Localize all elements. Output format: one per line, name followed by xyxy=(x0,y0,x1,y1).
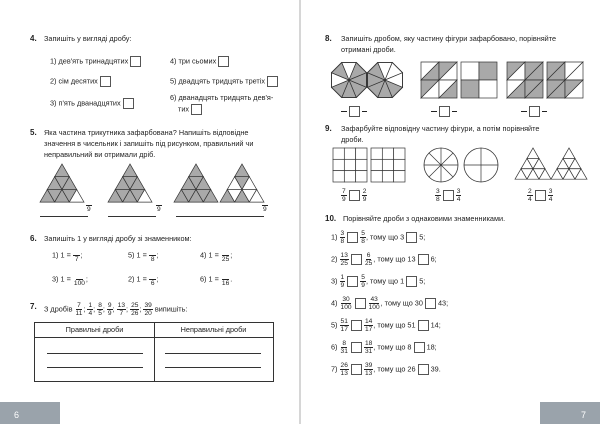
answer-box[interactable] xyxy=(191,104,202,115)
triangle-cell xyxy=(123,164,138,177)
task6-item-6: 6) 1 = 16 . xyxy=(200,272,232,287)
grid-cell xyxy=(333,171,344,182)
task5-denom-1: 9 xyxy=(86,198,92,213)
task6-item-5: 4) 1 = 25 ; xyxy=(200,248,232,263)
grid-cell xyxy=(344,148,355,159)
task4-item-4: 4) три сьомих xyxy=(170,56,229,67)
task10-item: 7) $\frac{26}{13}$ $\frac{39}{13}$ , тому що 26 39. xyxy=(331,362,441,377)
compare-box[interactable] xyxy=(529,106,540,117)
task6-title: Запишіть 1 у вигляді дробу зі знаменником: xyxy=(44,234,192,243)
task9-pair-2: $\frac{3}{8}$ $\frac{3}{4}$ xyxy=(436,188,461,203)
task7-number: 7. xyxy=(30,302,37,311)
answer-box[interactable] xyxy=(130,56,141,67)
square-cell xyxy=(479,80,497,98)
task6-item-2: 3) 1 = 100 ; xyxy=(52,272,88,287)
task7-line: З дробів $\frac{7}{11}$ ; $\frac{1}{4}$ ; $\frac{8}{5}$ ; $\frac{9}{9}$ ; $\frac{13}{7}$ ; $\frac{25}{26}$ ; $\frac{39}{20}$ випишіть: xyxy=(44,302,188,317)
triangle-cell xyxy=(235,164,250,177)
task4-item-5: 5) двадцять тридцять третіх xyxy=(170,76,278,87)
compare-box[interactable] xyxy=(351,342,362,353)
grid-cell xyxy=(382,148,393,159)
compare-box[interactable] xyxy=(349,106,360,117)
task5-denom-3: 9 xyxy=(262,198,268,213)
compare-box[interactable] xyxy=(406,276,417,287)
fractions-table xyxy=(34,322,274,382)
task9-line-1: Зафарбуйте відповідну частину фігури, а потім порівняйте xyxy=(341,124,540,133)
grid-cell xyxy=(333,159,344,170)
task10-item: 1) $\frac{3}{8}$ $\frac{5}{8}$ , тому що 3 5; xyxy=(331,230,426,245)
task8-figures xyxy=(301,60,600,100)
task9-pair-1: $\frac{7}{9}$ $\frac{2}{9}$ xyxy=(342,188,367,203)
grid-cell xyxy=(356,148,367,159)
answer-box[interactable] xyxy=(100,76,111,87)
task10-item: 3) $\frac{1}{9}$ $\frac{5}{9}$ , тому що 1 5; xyxy=(331,274,426,289)
triangle-cell xyxy=(527,148,539,158)
grid-cell xyxy=(333,148,344,159)
task6-item-4: 2) 1 = 6 ; xyxy=(128,272,158,287)
grid-cell xyxy=(382,171,393,182)
square-cell xyxy=(461,62,479,80)
compare-box[interactable] xyxy=(347,232,358,243)
task9-number: 9. xyxy=(325,124,332,133)
answer-line[interactable] xyxy=(165,353,261,354)
answer-box[interactable] xyxy=(123,98,134,109)
grid-cell xyxy=(382,159,393,170)
compare-box[interactable] xyxy=(418,320,429,331)
compare-box[interactable] xyxy=(418,254,429,265)
grid-cell xyxy=(394,159,405,170)
task8-number: 8. xyxy=(325,34,332,43)
col-proper: Правильні дроби xyxy=(65,325,124,334)
task4-item-2: 2) сім десятих xyxy=(50,76,111,87)
task9-pair-3: $\frac{2}{4}$ $\frac{3}{4}$ xyxy=(528,188,553,203)
page-number: 7 xyxy=(580,410,586,420)
col-improper: Неправильні дроби xyxy=(180,325,247,334)
right-page xyxy=(301,0,600,424)
compare-box[interactable] xyxy=(418,364,429,375)
grid-cell xyxy=(394,148,405,159)
compare-box[interactable] xyxy=(425,298,436,309)
task4-item-3: 3) п'ять дванадцятих xyxy=(50,98,134,109)
task4-number: 4. xyxy=(30,34,37,43)
task5-line-3: неправильний ви отримали дріб. xyxy=(44,150,156,159)
square-cell xyxy=(479,62,497,80)
task6-number: 6. xyxy=(30,234,37,243)
compare-box[interactable] xyxy=(351,320,362,331)
answer-line[interactable] xyxy=(165,367,261,368)
task8-compare-3 xyxy=(521,104,547,119)
grid-cell xyxy=(394,171,405,182)
task6-item-3: 5) 1 = 8 ; xyxy=(128,248,158,263)
task5-denom-2: 9 xyxy=(156,198,162,213)
grid-cell xyxy=(371,148,382,159)
answer-line[interactable] xyxy=(40,216,88,217)
grid-cell xyxy=(371,159,382,170)
grid-cell xyxy=(344,159,355,170)
compare-box[interactable] xyxy=(443,190,454,201)
answer-box[interactable] xyxy=(267,76,278,87)
task5-line-2: значення в чисельник і запишіть під рисунком, правильний чи xyxy=(44,139,254,148)
task4-item-1: 1) дев'ять тринадцятих xyxy=(50,56,141,67)
task10-number: 10. xyxy=(325,214,337,223)
grid-cell xyxy=(344,171,355,182)
task4-item-6: 6) дванадцять тридцять дев'я- xyxy=(170,93,274,102)
compare-box[interactable] xyxy=(439,106,450,117)
answer-line[interactable] xyxy=(176,216,264,217)
compare-box[interactable] xyxy=(351,254,362,265)
page-footer-bar xyxy=(540,402,600,424)
task5-number: 5. xyxy=(30,128,37,137)
task10-item: 2) $\frac{13}{25}$ $\frac{6}{25}$ , тому що 13 6; xyxy=(331,252,437,267)
task8-compare-2 xyxy=(431,104,457,119)
answer-box[interactable] xyxy=(218,56,229,67)
task8-line-2: отримані дроби. xyxy=(341,45,396,54)
compare-box[interactable] xyxy=(351,364,362,375)
grid-cell xyxy=(356,171,367,182)
page-footer-bar xyxy=(0,402,60,424)
task4-title: Запишіть у вигляді дробу: xyxy=(44,34,132,43)
triangle-cell xyxy=(55,164,70,177)
grid-cell xyxy=(356,159,367,170)
task10-item: 6) $\frac{8}{31}$ $\frac{18}{31}$ , тому що 8 18; xyxy=(331,340,437,355)
task10-item: 5) $\frac{51}{17}$ $\frac{14}{17}$ , тому що 51 14; xyxy=(331,318,441,333)
compare-box[interactable] xyxy=(355,298,366,309)
compare-box[interactable] xyxy=(414,342,425,353)
task10-item: 4) $\frac{30}{100}$ $\frac{43}{100}$ , тому що 30 43; xyxy=(331,296,449,311)
triangle-figures xyxy=(0,160,299,230)
triangle-cell xyxy=(563,148,575,158)
task10-title: Порівняйте дроби з однаковими знаменниками. xyxy=(343,214,506,223)
page-number: 6 xyxy=(14,410,20,420)
answer-line[interactable] xyxy=(47,353,143,354)
compare-box[interactable] xyxy=(349,190,360,201)
left-page xyxy=(0,0,299,424)
compare-box[interactable] xyxy=(406,232,417,243)
grid-cell xyxy=(371,171,382,182)
task4-item-6-cont: тих xyxy=(178,104,202,115)
task5-line-1: Яка частина трикутника зафарбована? Напишіть відповідне xyxy=(44,128,249,137)
task8-line-1: Запишіть дробом, яку частину фігури зафарбовано, порівняйте xyxy=(341,34,557,43)
triangle-cell xyxy=(189,164,204,177)
answer-line[interactable] xyxy=(47,367,143,368)
answer-line[interactable] xyxy=(108,216,156,217)
task9-line-2: дроби. xyxy=(341,135,364,144)
square-cell xyxy=(461,80,479,98)
compare-box[interactable] xyxy=(347,276,358,287)
task9-figures xyxy=(301,146,600,186)
task6-item-1: 1) 1 = 7 ; xyxy=(52,248,82,263)
compare-box[interactable] xyxy=(535,190,546,201)
task8-compare-1 xyxy=(341,104,367,119)
